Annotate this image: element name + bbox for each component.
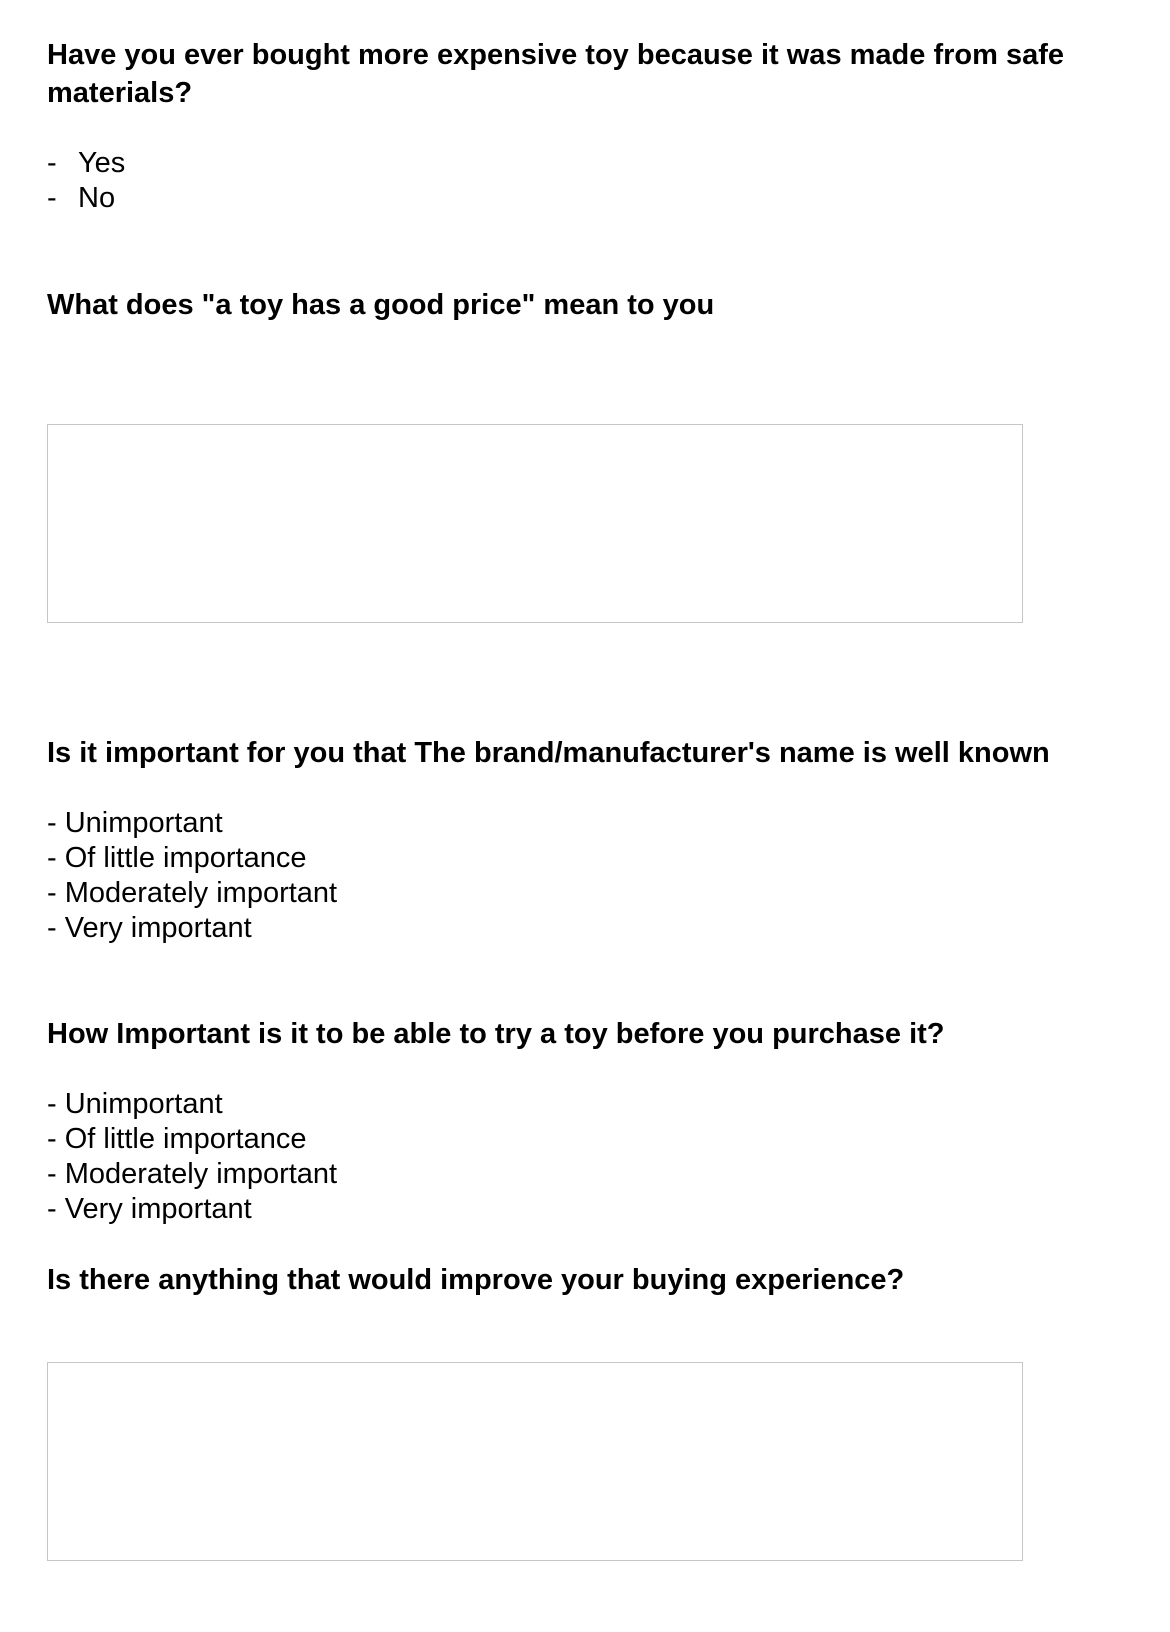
option-unimportant[interactable]: - Unimportant: [47, 1088, 223, 1120]
safe-materials-options: [47, 146, 125, 216]
dash-bullet: -: [47, 147, 57, 179]
option-of-little-importance[interactable]: - Of little importance: [47, 1123, 307, 1155]
option-yes[interactable]: [47, 146, 125, 181]
option-moderately-important[interactable]: - Moderately important: [47, 877, 338, 909]
question-try-before-purchase-heading: How Important is it to be able to try a toy before you purchase it?: [47, 1018, 945, 1050]
question-brand-known-heading: Is it important for you that The brand/manufacturer's name is well known: [47, 737, 1050, 769]
option-no[interactable]: [47, 181, 125, 216]
improve-experience-answer-field[interactable]: [47, 1362, 1023, 1561]
question-safe-materials-heading: Have you ever bought more expensive toy because it was made from safe materials?: [47, 39, 1064, 109]
option-very-important[interactable]: - Very important: [47, 1193, 252, 1225]
brand-known-options: [47, 806, 337, 946]
option-label: Yes: [78, 147, 126, 179]
try-before-purchase-options: [47, 1087, 337, 1227]
option-label: No: [78, 182, 116, 214]
question-good-price-heading: What does "a toy has a good price" mean to you: [47, 289, 715, 321]
option-moderately-important[interactable]: - Moderately important: [47, 1158, 338, 1190]
option-very-important[interactable]: - Very important: [47, 912, 252, 944]
option-of-little-importance[interactable]: - Of little importance: [47, 842, 307, 874]
good-price-answer-field[interactable]: [47, 424, 1023, 623]
question-improve-experience-heading: Is there anything that would improve your buying experience?: [47, 1264, 905, 1296]
option-unimportant[interactable]: - Unimportant: [47, 807, 223, 839]
dash-bullet: -: [47, 182, 57, 214]
